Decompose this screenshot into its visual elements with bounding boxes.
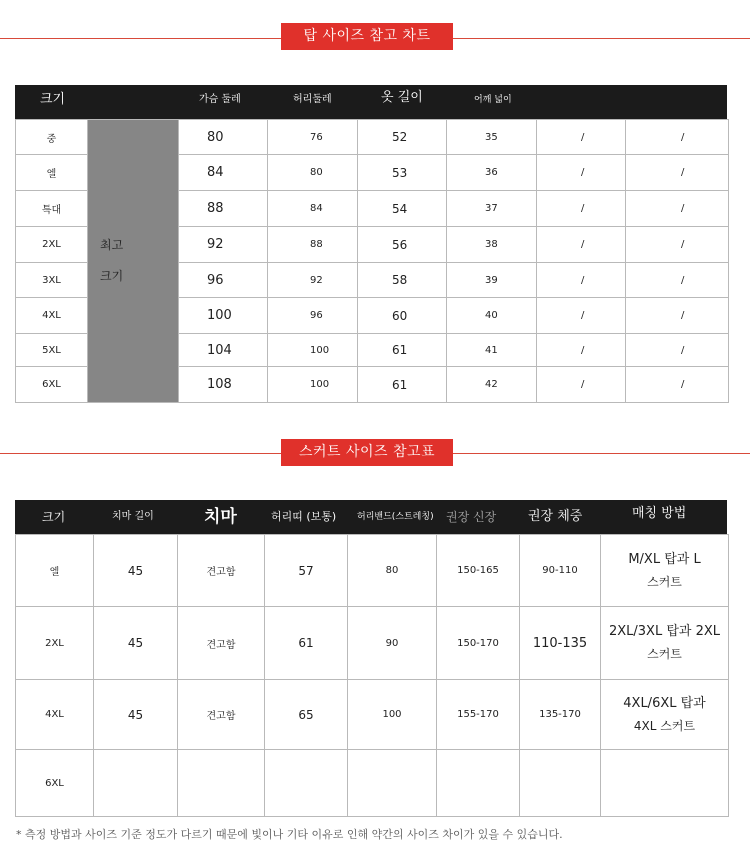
blank-cell: / xyxy=(626,191,729,227)
top-table-header xyxy=(15,85,727,119)
recommended-height-cell xyxy=(437,750,520,817)
table-row xyxy=(16,607,729,680)
recommended-height-cell: 155-170 xyxy=(437,680,520,750)
chest-cell: 108 xyxy=(179,367,268,403)
chest-cell: 104 xyxy=(179,334,268,367)
matching-line-2: 4XL 스커트 xyxy=(633,718,696,733)
blank-cell: / xyxy=(537,227,626,263)
matching-line-2: 스커트 xyxy=(647,574,682,589)
skirt-header-band: 허리밴드(스트레칭) xyxy=(357,512,434,522)
shoulder-cell: 36 xyxy=(447,155,537,191)
recommended-height-cell: 150-170 xyxy=(437,607,520,680)
skirt-size-chart-title: 스커트 사이즈 참고표 xyxy=(281,439,453,466)
blank-cell: / xyxy=(626,334,729,367)
shoulder-cell: 35 xyxy=(447,120,537,155)
length-cell: 58 xyxy=(358,263,447,298)
waist-normal-cell: 61 xyxy=(265,607,348,680)
waistband-stretch-cell: 80 xyxy=(348,535,437,607)
length-cell: 54 xyxy=(358,191,447,227)
size-cell: 중 xyxy=(16,120,88,155)
size-cell: 엘 xyxy=(16,535,94,607)
size-cell: 6XL xyxy=(16,750,94,817)
matching-method-cell xyxy=(601,535,729,607)
blank-cell: / xyxy=(626,263,729,298)
matching-line-1: 2XL/3XL 탑과 2XL xyxy=(608,624,721,639)
recommended-weight-cell: 90-110 xyxy=(520,535,601,607)
skirt-size-table xyxy=(15,534,729,817)
matching-line-1: 4XL/6XL 탑과 xyxy=(623,695,706,711)
matching-method-cell xyxy=(601,680,729,750)
chest-cell: 84 xyxy=(179,155,268,191)
table-row xyxy=(16,535,729,607)
skirt-header-waist: 허리띠 (보통) xyxy=(271,510,337,523)
recommended-height-cell: 150-165 xyxy=(437,535,520,607)
skirt-header-length: 치마 길이 xyxy=(112,511,154,522)
shoulder-cell: 40 xyxy=(447,298,537,334)
waist-cell: 76 xyxy=(268,120,358,155)
length-cell: 60 xyxy=(358,298,447,334)
skirt-length-cell xyxy=(94,750,178,817)
table-row xyxy=(16,680,729,750)
blank-cell: / xyxy=(626,155,729,191)
table-row xyxy=(16,120,729,155)
waist-normal-cell: 57 xyxy=(265,535,348,607)
size-cell: 특대 xyxy=(16,191,88,227)
blank-cell: / xyxy=(537,298,626,334)
chest-cell: 80 xyxy=(179,120,268,155)
top-header-waist: 허리둘레 xyxy=(293,94,332,105)
waist-cell: 100 xyxy=(268,334,358,367)
skirt-length-cell: 45 xyxy=(94,535,178,607)
blank-cell: / xyxy=(537,367,626,403)
chest-cell: 96 xyxy=(179,263,268,298)
skirt-table-header xyxy=(15,500,727,534)
chest-cell: 92 xyxy=(179,227,268,263)
size-cell: 6XL xyxy=(16,367,88,403)
skirt-type-cell: 견고함 xyxy=(178,535,265,607)
skirt-header-weight: 권장 체중 xyxy=(528,509,583,524)
length-cell: 52 xyxy=(358,120,447,155)
blank-cell: / xyxy=(537,263,626,298)
skirt-type-cell: 견고함 xyxy=(178,680,265,750)
length-cell: 61 xyxy=(358,367,447,403)
matching-line-2: 스커트 xyxy=(647,647,682,661)
waist-normal-cell: 65 xyxy=(265,680,348,750)
blank-cell: / xyxy=(626,227,729,263)
waist-cell: 80 xyxy=(268,155,358,191)
matching-method-cell xyxy=(601,750,729,817)
matching-method-cell xyxy=(601,607,729,680)
waist-cell: 92 xyxy=(268,263,358,298)
waist-normal-cell xyxy=(265,750,348,817)
waistband-stretch-cell xyxy=(348,750,437,817)
blank-cell: / xyxy=(537,155,626,191)
shoulder-cell: 38 xyxy=(447,227,537,263)
max-size-label: 최고 크기 xyxy=(88,120,179,403)
matching-line-1: M/XL 탑과 L xyxy=(628,551,701,567)
skirt-length-cell: 45 xyxy=(94,607,178,680)
shoulder-cell: 37 xyxy=(447,191,537,227)
waistband-stretch-cell: 100 xyxy=(348,680,437,750)
recommended-weight-cell: 110-135 xyxy=(520,607,601,680)
chest-cell: 100 xyxy=(179,298,268,334)
skirt-type-cell xyxy=(178,750,265,817)
blank-cell: / xyxy=(537,191,626,227)
shoulder-cell: 41 xyxy=(447,334,537,367)
top-header-chest: 가슴 둘레 xyxy=(199,94,241,105)
size-cell: 4XL xyxy=(16,680,94,750)
length-cell: 53 xyxy=(358,155,447,191)
size-cell: 4XL xyxy=(16,298,88,334)
blank-cell: / xyxy=(537,120,626,155)
blank-cell: / xyxy=(626,367,729,403)
waist-cell: 100 xyxy=(268,367,358,403)
recommended-weight-cell: 135-170 xyxy=(520,680,601,750)
skirt-header-height: 권장 신장 xyxy=(446,510,497,524)
waist-cell: 84 xyxy=(268,191,358,227)
blank-cell: / xyxy=(537,334,626,367)
chest-cell: 88 xyxy=(179,191,268,227)
blank-cell: / xyxy=(626,298,729,334)
length-cell: 61 xyxy=(358,334,447,367)
size-cell: 3XL xyxy=(16,263,88,298)
length-cell: 56 xyxy=(358,227,447,263)
size-cell: 엘 xyxy=(16,155,88,191)
skirt-header-size: 크기 xyxy=(42,510,66,524)
shoulder-cell: 42 xyxy=(447,367,537,403)
top-header-size: 크기 xyxy=(40,92,66,107)
recommended-weight-cell xyxy=(520,750,601,817)
table-row xyxy=(16,750,729,817)
size-disclaimer-note: * 측정 방법과 사이즈 기준 정도가 다르기 때문에 빛이나 기타 이유로 인해 약간의 사이즈 차이가 있을 수 있습니다. xyxy=(16,828,563,841)
top-size-table xyxy=(15,119,729,403)
skirt-header-match: 매칭 방법 xyxy=(632,506,687,521)
size-cell: 2XL xyxy=(16,607,94,680)
skirt-type-cell: 견고함 xyxy=(178,607,265,680)
shoulder-cell: 39 xyxy=(447,263,537,298)
top-header-length: 옷 길이 xyxy=(381,90,423,105)
top-size-chart-title: 탑 사이즈 참고 차트 xyxy=(281,23,453,50)
top-header-shoulder: 어깨 넓이 xyxy=(474,95,512,105)
skirt-length-cell: 45 xyxy=(94,680,178,750)
waistband-stretch-cell: 90 xyxy=(348,607,437,680)
blank-cell: / xyxy=(626,120,729,155)
size-cell: 2XL xyxy=(16,227,88,263)
waist-cell: 96 xyxy=(268,298,358,334)
skirt-header-skirt: 치마 xyxy=(204,507,237,527)
waist-cell: 88 xyxy=(268,227,358,263)
size-cell: 5XL xyxy=(16,334,88,367)
